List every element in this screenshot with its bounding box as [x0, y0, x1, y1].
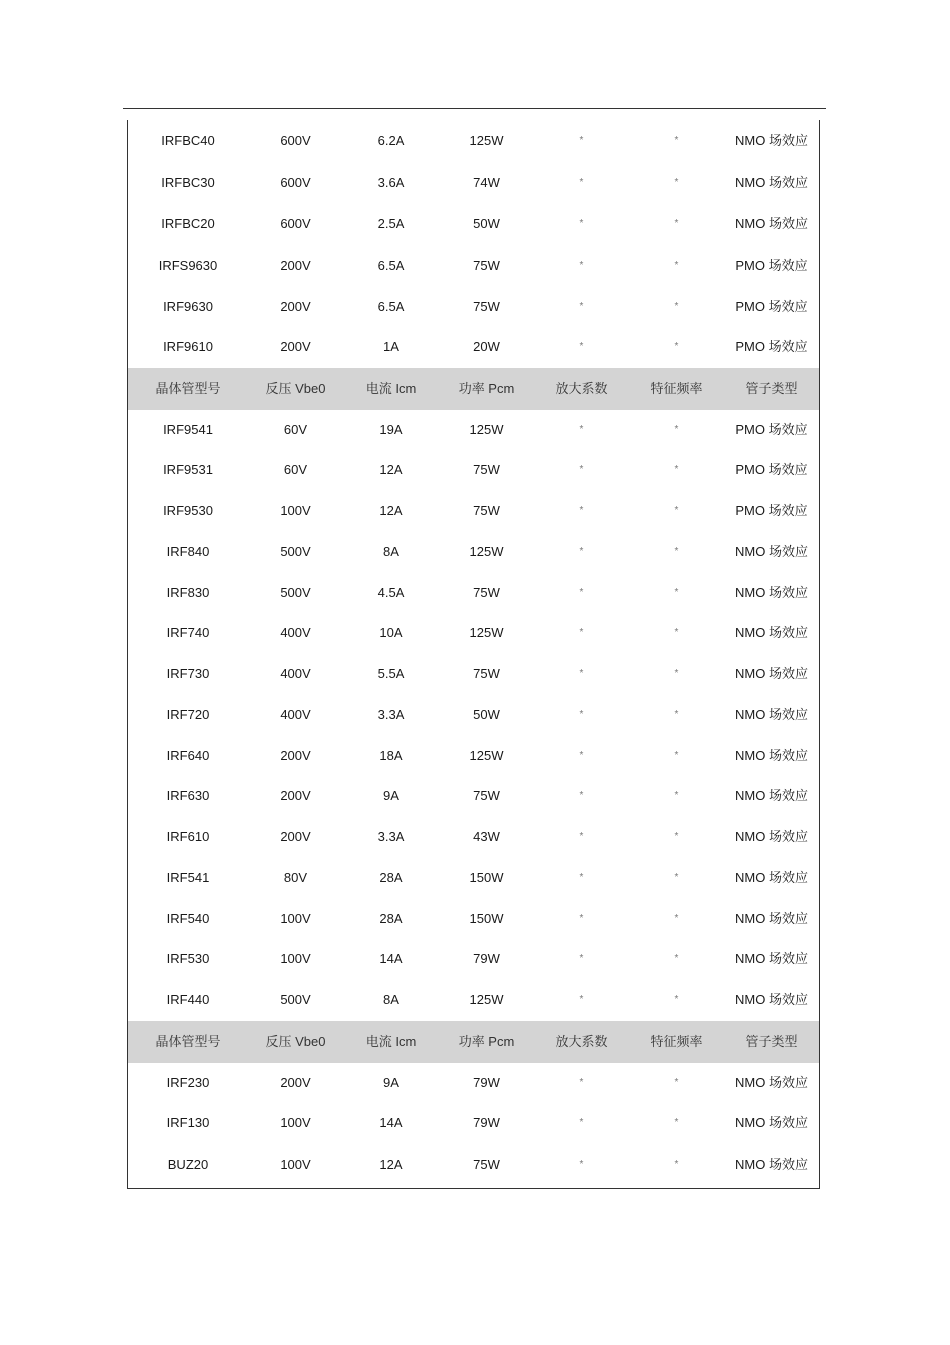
- cell-model: IRF130: [166, 1115, 210, 1130]
- cell-model: IRF630: [166, 788, 210, 803]
- cell-frequency: *: [674, 872, 679, 883]
- cell-voltage: 100V: [280, 503, 311, 518]
- cell-voltage: 600V: [280, 175, 311, 190]
- cell-frequency: *: [674, 750, 679, 761]
- cell-current: 14A: [379, 951, 403, 966]
- cell-power: 75W: [473, 258, 500, 273]
- cell-power: 75W: [473, 666, 500, 681]
- table-row: [128, 410, 819, 450]
- table-row: [128, 1063, 819, 1103]
- cell-frequency: *: [674, 1077, 679, 1088]
- cell-power: 75W: [473, 788, 500, 803]
- table-header-row: [128, 1021, 819, 1063]
- cell-type: PMO 场效应: [735, 503, 808, 518]
- cell-gain: 放大系数: [555, 1034, 608, 1049]
- cell-voltage: 60V: [283, 462, 308, 477]
- cell-model: IRF830: [166, 585, 210, 600]
- cell-type: PMO 场效应: [735, 258, 808, 273]
- cell-type: NMO 场效应: [735, 829, 808, 844]
- cell-frequency: *: [674, 505, 679, 516]
- cell-gain: *: [579, 709, 584, 720]
- cell-model: 晶体管型号: [155, 1034, 221, 1049]
- cell-current: 12A: [379, 462, 403, 477]
- cell-type: NMO 场效应: [735, 133, 808, 148]
- cell-type: NMO 场效应: [735, 666, 808, 681]
- cell-power: 功率 Pcm: [458, 1034, 515, 1049]
- cell-model: IRFS9630: [158, 258, 218, 273]
- table-row: [128, 736, 819, 776]
- cell-power: 125W: [469, 544, 504, 559]
- cell-gain: *: [579, 994, 584, 1005]
- cell-power: 125W: [469, 625, 504, 640]
- cell-model: IRFBC30: [161, 175, 215, 190]
- cell-current: 6.2A: [377, 133, 405, 148]
- cell-gain: *: [579, 1117, 584, 1128]
- cell-voltage: 100V: [280, 1115, 311, 1130]
- cell-current: 6.5A: [377, 299, 405, 314]
- cell-type: NMO 场效应: [735, 992, 808, 1007]
- cell-current: 1A: [383, 339, 399, 354]
- cell-type: PMO 场效应: [735, 462, 808, 477]
- table-row: [128, 450, 819, 490]
- cell-model: IRFBC20: [161, 216, 215, 231]
- cell-type: NMO 场效应: [735, 748, 808, 763]
- cell-power: 75W: [473, 503, 500, 518]
- cell-power: 20W: [473, 339, 500, 354]
- cell-frequency: *: [674, 1159, 679, 1170]
- cell-gain: *: [579, 260, 584, 271]
- cell-power: 79W: [473, 1075, 500, 1090]
- cell-current: 12A: [379, 1157, 403, 1172]
- cell-current: 3.3A: [377, 707, 405, 722]
- cell-gain: *: [579, 953, 584, 964]
- cell-gain: *: [579, 668, 584, 679]
- cell-power: 50W: [473, 707, 500, 722]
- cell-current: 9A: [383, 1075, 399, 1090]
- cell-current: 3.6A: [377, 175, 405, 190]
- cell-gain: *: [579, 177, 584, 188]
- cell-gain: *: [579, 341, 584, 352]
- cell-gain: *: [579, 505, 584, 516]
- cell-power: 75W: [473, 1157, 500, 1172]
- cell-gain: *: [579, 1159, 584, 1170]
- cell-voltage: 400V: [280, 666, 311, 681]
- cell-gain: *: [579, 301, 584, 312]
- cell-gain: *: [579, 135, 584, 146]
- cell-type: NMO 场效应: [735, 625, 808, 640]
- cell-type: NMO 场效应: [735, 585, 808, 600]
- cell-voltage: 200V: [280, 829, 311, 844]
- cell-power: 150W: [469, 911, 504, 926]
- table-row: [128, 817, 819, 857]
- cell-type: NMO 场效应: [735, 544, 808, 559]
- table-row: [128, 1145, 819, 1185]
- cell-frequency: *: [674, 1117, 679, 1128]
- cell-voltage: 500V: [280, 544, 311, 559]
- cell-frequency: *: [674, 177, 679, 188]
- cell-gain: *: [579, 750, 584, 761]
- table-row: [128, 858, 819, 898]
- cell-power: 74W: [473, 175, 500, 190]
- cell-current: 18A: [379, 748, 403, 763]
- cell-type: NMO 场效应: [735, 911, 808, 926]
- cell-model: IRF9610: [163, 339, 213, 354]
- cell-model: 晶体管型号: [155, 381, 221, 396]
- table-row: [128, 776, 819, 816]
- cell-power: 75W: [473, 462, 500, 477]
- cell-power: 125W: [469, 992, 504, 1007]
- cell-current: 5.5A: [377, 666, 405, 681]
- cell-voltage: 400V: [280, 707, 311, 722]
- cell-gain: *: [579, 831, 584, 842]
- cell-frequency: *: [674, 790, 679, 801]
- cell-voltage: 100V: [280, 911, 311, 926]
- table-row: [128, 980, 819, 1020]
- cell-model: IRF530: [166, 951, 210, 966]
- cell-gain: *: [579, 627, 584, 638]
- cell-model: IRF440: [166, 992, 210, 1007]
- cell-frequency: *: [674, 341, 679, 352]
- cell-gain: *: [579, 790, 584, 801]
- cell-current: 8A: [383, 544, 399, 559]
- cell-model: IRF230: [166, 1075, 210, 1090]
- cell-type: NMO 场效应: [735, 870, 808, 885]
- cell-power: 50W: [473, 216, 500, 231]
- cell-current: 3.3A: [377, 829, 405, 844]
- cell-frequency: *: [674, 668, 679, 679]
- cell-current: 19A: [379, 422, 403, 437]
- cell-voltage: 200V: [280, 258, 311, 273]
- cell-type: PMO 场效应: [735, 422, 808, 437]
- cell-power: 125W: [469, 422, 504, 437]
- cell-voltage: 200V: [280, 748, 311, 763]
- table-row: [128, 899, 819, 939]
- cell-frequency: *: [674, 994, 679, 1005]
- cell-gain: *: [579, 546, 584, 557]
- table-row: [128, 287, 819, 327]
- cell-current: 12A: [379, 503, 403, 518]
- cell-type: 管子类型: [745, 381, 798, 396]
- table-row: [128, 1103, 819, 1143]
- cell-voltage: 200V: [280, 339, 311, 354]
- cell-type: NMO 场效应: [735, 175, 808, 190]
- cell-power: 75W: [473, 585, 500, 600]
- cell-power: 75W: [473, 299, 500, 314]
- table-row: [128, 654, 819, 694]
- cell-voltage: 80V: [283, 870, 308, 885]
- cell-model: IRF840: [166, 544, 210, 559]
- cell-voltage: 200V: [280, 1075, 311, 1090]
- cell-type: NMO 场效应: [735, 707, 808, 722]
- cell-frequency: *: [674, 709, 679, 720]
- cell-gain: *: [579, 872, 584, 883]
- cell-voltage: 500V: [280, 992, 311, 1007]
- cell-frequency: 特征频率: [650, 381, 703, 396]
- cell-frequency: *: [674, 301, 679, 312]
- cell-power: 125W: [469, 133, 504, 148]
- cell-model: IRF730: [166, 666, 210, 681]
- cell-frequency: *: [674, 627, 679, 638]
- cell-frequency: *: [674, 546, 679, 557]
- cell-voltage: 反压 Vbe0: [265, 381, 326, 396]
- table-row: [128, 163, 819, 203]
- cell-model: IRF540: [166, 911, 210, 926]
- table-row: [128, 204, 819, 244]
- cell-current: 10A: [379, 625, 403, 640]
- cell-gain: *: [579, 464, 584, 475]
- cell-gain: *: [579, 913, 584, 924]
- cell-gain: *: [579, 218, 584, 229]
- cell-current: 14A: [379, 1115, 403, 1130]
- cell-voltage: 200V: [280, 788, 311, 803]
- cell-model: IRF9541: [163, 422, 213, 437]
- cell-voltage: 400V: [280, 625, 311, 640]
- cell-type: PMO 场效应: [735, 299, 808, 314]
- cell-frequency: *: [674, 831, 679, 842]
- table-row: [128, 939, 819, 979]
- cell-current: 6.5A: [377, 258, 405, 273]
- cell-model: IRF740: [166, 625, 210, 640]
- cell-power: 43W: [473, 829, 500, 844]
- cell-frequency: *: [674, 135, 679, 146]
- cell-current: 2.5A: [377, 216, 405, 231]
- cell-frequency: 特征频率: [650, 1034, 703, 1049]
- table-row: [128, 246, 819, 286]
- cell-current: 28A: [379, 870, 403, 885]
- cell-frequency: *: [674, 587, 679, 598]
- cell-frequency: *: [674, 953, 679, 964]
- cell-current: 电流 Icm: [365, 1034, 417, 1049]
- cell-frequency: *: [674, 260, 679, 271]
- cell-current: 电流 Icm: [365, 381, 417, 396]
- cell-power: 150W: [469, 870, 504, 885]
- cell-current: 9A: [383, 788, 399, 803]
- cell-gain: *: [579, 587, 584, 598]
- cell-current: 28A: [379, 911, 403, 926]
- cell-type: PMO 场效应: [735, 339, 808, 354]
- cell-model: BUZ20: [167, 1157, 209, 1172]
- cell-type: NMO 场效应: [735, 788, 808, 803]
- cell-model: IRF640: [166, 748, 210, 763]
- cell-model: IRF720: [166, 707, 210, 722]
- cell-gain: 放大系数: [555, 381, 608, 396]
- cell-model: IRF541: [166, 870, 210, 885]
- cell-type: 管子类型: [745, 1034, 798, 1049]
- table-row: [128, 573, 819, 613]
- table-row: [128, 613, 819, 653]
- cell-frequency: *: [674, 424, 679, 435]
- cell-power: 79W: [473, 1115, 500, 1130]
- cell-model: IRF9531: [163, 462, 213, 477]
- cell-frequency: *: [674, 913, 679, 924]
- cell-voltage: 500V: [280, 585, 311, 600]
- cell-voltage: 100V: [280, 951, 311, 966]
- cell-type: NMO 场效应: [735, 1075, 808, 1090]
- cell-type: NMO 场效应: [735, 951, 808, 966]
- table-row: [128, 121, 819, 161]
- table-row: [128, 327, 819, 367]
- cell-power: 功率 Pcm: [458, 381, 515, 396]
- cell-gain: *: [579, 1077, 584, 1088]
- cell-model: IRF610: [166, 829, 210, 844]
- cell-voltage: 600V: [280, 216, 311, 231]
- cell-type: NMO 场效应: [735, 216, 808, 231]
- cell-model: IRF9630: [163, 299, 213, 314]
- cell-voltage: 100V: [280, 1157, 311, 1172]
- cell-gain: *: [579, 424, 584, 435]
- cell-power: 79W: [473, 951, 500, 966]
- cell-voltage: 600V: [280, 133, 311, 148]
- table-row: [128, 695, 819, 735]
- cell-voltage: 200V: [280, 299, 311, 314]
- cell-type: NMO 场效应: [735, 1157, 808, 1172]
- cell-model: IRFBC40: [161, 133, 215, 148]
- cell-voltage: 60V: [283, 422, 308, 437]
- cell-type: NMO 场效应: [735, 1115, 808, 1130]
- table-header-row: [128, 368, 819, 410]
- cell-power: 125W: [469, 748, 504, 763]
- table-row: [128, 491, 819, 531]
- cell-frequency: *: [674, 464, 679, 475]
- cell-model: IRF9530: [163, 503, 213, 518]
- cell-current: 8A: [383, 992, 399, 1007]
- cell-voltage: 反压 Vbe0: [265, 1034, 326, 1049]
- top-rule: [123, 108, 826, 109]
- cell-frequency: *: [674, 218, 679, 229]
- table-row: [128, 532, 819, 572]
- cell-current: 4.5A: [377, 585, 405, 600]
